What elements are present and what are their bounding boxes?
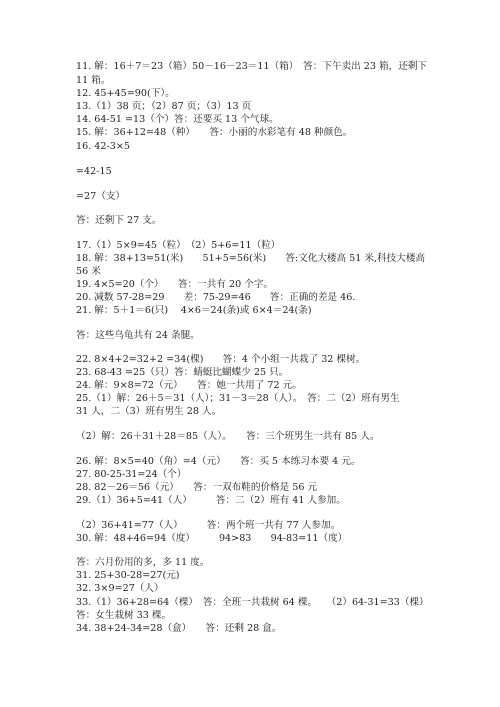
answer-line: 28. 82－26＝56（元） 答：一双布鞋的价格是 56 元 — [76, 482, 318, 493]
answer-line: 30. 解：48+46=94（度） 94>83 94-83=11（度） — [76, 533, 348, 544]
answer-line: （2）解：26＋31＋28＝85（人）。 答：三个班男生一共有 85 人。 — [76, 431, 380, 442]
answer-line: 19. 4×5=20（个） 答：一共有 20 个字。 — [76, 279, 274, 290]
answer-line: 14. 64-51 =13（个）答：还要买 13 个气球。 — [76, 114, 279, 125]
answer-line: 34. 38+24-34=28（盒） 答：还剩 28 盒。 — [76, 623, 282, 634]
answer-line: =42-15 — [76, 166, 112, 177]
answer-line: 11 箱。 — [76, 75, 111, 86]
answer-line: 答：六月份用的多，多 11 度。 — [76, 557, 210, 568]
answer-line: =27（支） — [76, 191, 126, 202]
answer-line: 27. 80-25-31=24（个） — [76, 469, 187, 480]
answer-line: 12. 45+45=90(下）。 — [76, 88, 175, 99]
answer-line: 29.（1）36+5=41（人） 答：二（2）班有 41 人参加。 — [76, 495, 346, 506]
answer-line: 15. 解：36+12=48（种） 答：小丽的水彩笔有 48 种颜色。 — [76, 127, 353, 138]
answer-line: 33.（1）36+28=64（棵） 答：全班一共栽树 64 棵。 （2）64-31=33（棵） — [76, 597, 429, 608]
answer-line: 31 人，二（3）班有男生 28 人。 — [76, 406, 222, 417]
answer-line: 31. 25+30-28=27(元) — [76, 570, 180, 581]
answer-line: （2）36+41=77（人） 答：两个班一共有 77 人参加。 — [76, 520, 341, 531]
answer-line: 25.（1）解：26＋5＝31（人）；31－3＝28（人）。 答：二（2）班有男生 — [76, 393, 400, 404]
answer-line: 18. 解：38+13=51(米) 51+5=56(米) 答:文化大楼高 51 米,科技大楼高 — [76, 253, 426, 264]
answer-line: 20. 减数 57-28=29 差：75-29=46 答：正确的差是 46. — [76, 292, 356, 303]
answer-line: 26. 解：8×5=40（角）=4（元） 答：买 5 本练习本要 4 元。 — [76, 456, 361, 467]
answer-line: 答：这些乌龟共有 24 条腿。 — [76, 330, 200, 341]
answer-line: 11. 解：16＋7＝23（箱）50－16－23＝11（箱） 答：下午卖出 23 箱，还剩下 — [76, 61, 428, 72]
answer-line: 22. 8×4+2=32+2 =34(棵) 答：4 个小组一共栽了 32 棵树。 — [76, 354, 366, 365]
answer-line: 17.（1）5×9=45（粒） （2）5+6=11（粒） — [76, 240, 281, 251]
answer-line: 答：女生栽树 33 棵。 — [76, 610, 172, 621]
answer-line: 16. 42-3×5 — [76, 141, 131, 152]
answer-line: 24. 解：9×8=72（元） 答：她一共用了 72 元。 — [76, 380, 302, 391]
answer-line: 13.（1）38 页；（2）87 页；（3）13 页 — [76, 101, 252, 112]
answer-line: 32. 3×9=27（人） — [76, 583, 164, 594]
answer-line: 23. 68-43 =25（只）答：蜻蜓比蝴蝶少 25 只。 — [76, 367, 289, 378]
answer-line: 56 米 — [76, 266, 101, 277]
answer-line: 21. 解：5＋1＝6(只) 4×6＝24(条)或 6×4＝24(条) — [76, 305, 312, 316]
answer-line: 答：还剩下 27 支。 — [76, 215, 162, 226]
